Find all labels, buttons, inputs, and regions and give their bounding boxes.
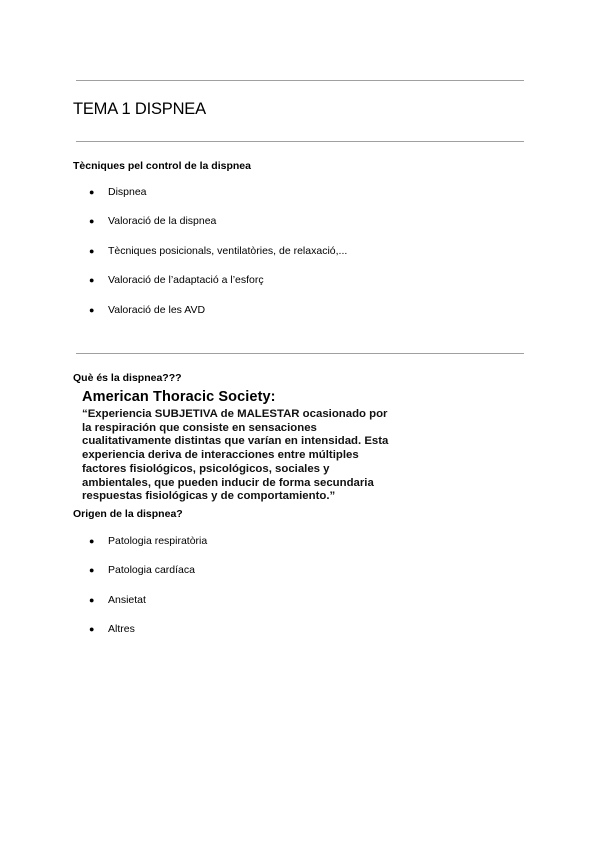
list-item-label: Patologia cardíaca: [108, 564, 195, 577]
list-item-label: Patologia respiratòria: [108, 535, 208, 547]
quote-line: cualitativamente distintas que varían en intensidad. Esta: [82, 435, 389, 448]
top-divider: [76, 80, 524, 81]
title-divider: [76, 141, 524, 142]
quote-body: [82, 408, 422, 504]
quote-line: la respiración que consiste en sensaciones: [82, 421, 317, 434]
bullet-icon: ●: [89, 565, 95, 576]
list-item-label: Ansietat: [108, 593, 146, 606]
quote-line: factores fisiológicos, psicológicos, sociales y: [82, 462, 330, 475]
section-heading-origin: Origen de la dispnea?: [73, 508, 183, 520]
list-item-label: Valoració de les AVD: [108, 303, 206, 316]
section-heading-what-is: Què és la dispnea???: [73, 372, 182, 384]
definition-quote: [82, 389, 422, 504]
bullet-icon: ●: [89, 594, 95, 605]
bullet-icon: ●: [89, 216, 95, 227]
bullet-icon: ●: [89, 275, 95, 286]
quote-line: “Experiencia SUBJETIVA de MALESTAR ocasionado por: [82, 408, 388, 420]
list-item-label: Tècniques posicionals, ventilatòries, de relaxació,...: [108, 244, 348, 257]
section-heading-techniques: Tècniques pel control de la dispnea: [73, 160, 251, 172]
page-title: TEMA 1 DISPNEA: [73, 100, 206, 118]
bullet-icon: ●: [89, 304, 95, 315]
bullet-icon: ●: [89, 624, 95, 635]
quote-line: experiencia deriva de interacciones entre múltiples: [82, 449, 359, 462]
list-item-label: Valoració de la dispnea: [108, 215, 217, 228]
list-item-label: Valoració de l’adaptació a l’esforç: [108, 274, 264, 287]
bullet-icon: ●: [89, 187, 95, 197]
list-item-label: Altres: [108, 623, 135, 636]
bullet-icon: ●: [89, 536, 95, 546]
section-divider: [76, 353, 524, 354]
quote-line: respuestas fisiológicas y de comportamiento.”: [82, 490, 336, 503]
quote-source: American Thoracic Society:: [82, 389, 276, 405]
quote-line: ambientales, que pueden inducir de forma secundaria: [82, 476, 374, 489]
list-item-label: Dispnea: [108, 186, 147, 198]
bullet-icon: ●: [89, 245, 95, 256]
